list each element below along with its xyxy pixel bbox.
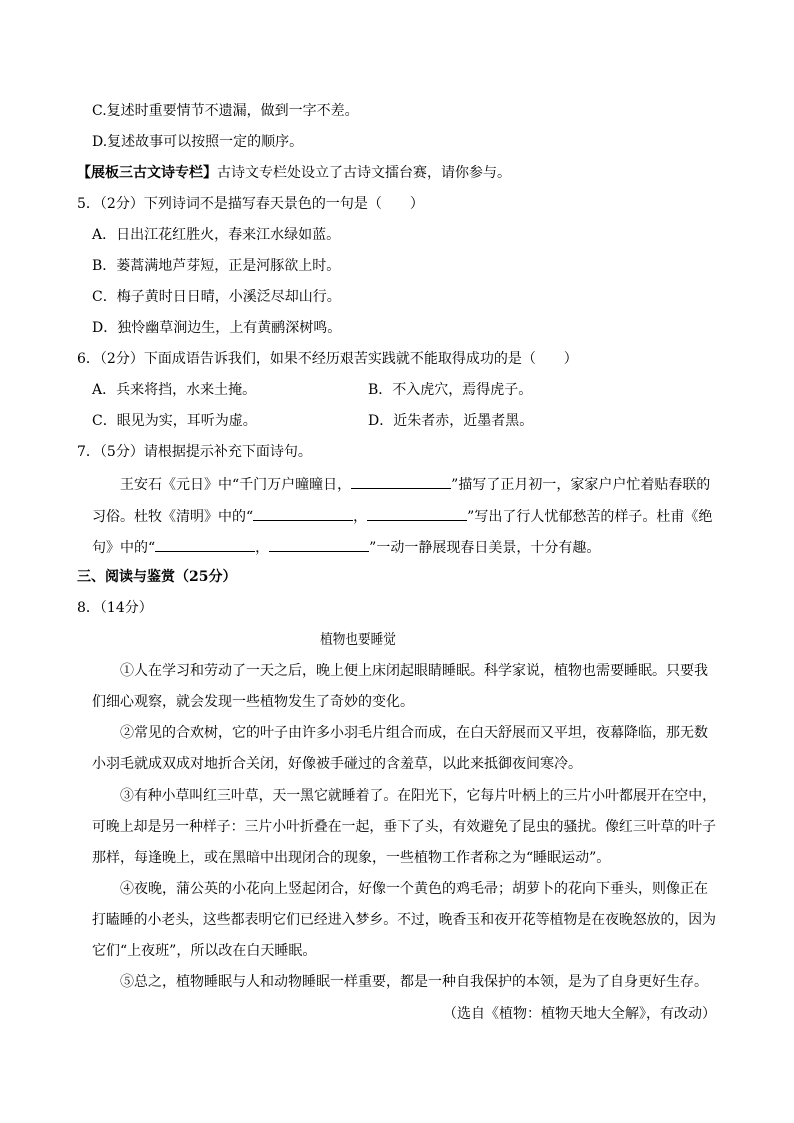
passage-title: 植物也要睡觉 (320, 632, 396, 648)
q5-option-b: B．蒌蒿满地芦芽短，正是河豚欲上时。 (92, 258, 341, 274)
section-intro-text: 古诗文专栏处设立了古诗文擂台赛，请你参与。 (217, 165, 511, 181)
fill-blank[interactable] (367, 505, 467, 521)
passage-p2-line: 小羽毛就成双成对地折合关闭，好像被手碰过的含羞草，以此来抵御夜间寒冷。 (92, 756, 582, 772)
passage-p1-line: ①人在学习和劳动了一天之后，晚上便上床闭起眼睛睡眠。科学家说，植物也需要睡眠。只要我 (120, 663, 708, 679)
passage-p4-line: 它们“上夜班”，所以改在白天睡眠。 (92, 943, 317, 959)
passage-p5-line: ⑤总之，植物睡眠与人和动物睡眠一样重要，都是一种自我保护的本领，是为了自身更好生存。 (120, 974, 708, 990)
section-intro (77, 163, 511, 183)
q7-line-1 (120, 473, 710, 495)
passage-p3-line: ③有种小草叫红三叶草，天一黑它就睡着了。在阳光下，它每片叶柄上的三片小叶都展开在空中， (120, 788, 716, 804)
section-3-heading: 三、阅读与鉴赏（25分） (77, 569, 237, 585)
q6-option-b: B．不入虎穴，焉得虎子。 (368, 382, 533, 398)
passage-p4-line: 打瞌睡的小老头，这些都表明它们已经进入梦乡。不过，晚香玉和夜开花等植物是在夜晚怒放的，因为 (92, 912, 716, 928)
passage-p1-line: 们细心观察，就会发现一些植物发生了奇妙的变化。 (92, 694, 414, 710)
passage-p2-line: ②常见的合欢树，它的叶子由许多小羽毛片组合而成，在白天舒展而又平坦，夜幕降临，那无数 (120, 725, 708, 741)
q6-stem: 6．（2分）下面成语告诉我们，如果不经历艰苦实践就不能取得成功的是（ ） (77, 351, 578, 367)
fill-blank[interactable] (269, 536, 369, 552)
q5-stem: 5．（2分）下列诗词不是描写春天景色的一句是（ ） (77, 196, 424, 212)
q5-option-c: C．梅子黄时日日晴，小溪泛尽却山行。 (92, 289, 341, 305)
section-intro-tag: 【展板三古文诗专栏】 (77, 165, 217, 181)
q7-line-2 (92, 505, 712, 527)
fill-blank[interactable] (253, 505, 353, 521)
q7-text: 句》中的“ (92, 540, 156, 556)
q7-text: ”描写了正月初一，家家户户忙着贴春联的 (451, 477, 711, 493)
option-c-prev: C.复述时重要情节不遗漏，做到一字不差。 (92, 103, 359, 119)
q7-text: ， (353, 509, 368, 525)
q7-text: 王安石《元日》中“千门万户曈曈日， (120, 477, 352, 493)
q6-option-c: C．眼见为实，耳听为虚。 (92, 413, 257, 429)
q6-option-d: D．近朱者赤，近墨者黑。 (368, 413, 534, 429)
q7-text: ”写出了行人忧郁愁苦的样子。杜甫《绝 (467, 509, 713, 525)
q5-option-a: A．日出江花红胜火，春来江水绿如蓝。 (92, 227, 341, 243)
q7-text: ， (255, 540, 270, 556)
q6-option-a: A．兵来将挡，水来土掩。 (92, 382, 257, 398)
fill-blank[interactable] (351, 473, 451, 489)
passage-p3-line: 那样，每逢晚上，或在黑暗中出现闭合的现象，一些植物工作者称之为“睡眠运动”。 (92, 850, 611, 866)
fill-blank[interactable] (155, 536, 255, 552)
q7-line-3 (92, 536, 600, 558)
passage-p4-line: ④夜晚，蒲公英的小花向上竖起闭合，好像一个黄色的鸡毛帚；胡萝卜的花向下垂头，则像正在 (120, 881, 708, 897)
q7-text: 习俗。杜牧《清明》中的“ (92, 509, 254, 525)
passage-source: （选自《植物：植物天地大全解》，有改动） (443, 1006, 716, 1022)
passage-p3-line: 可晚上却是另一种样子：三片小叶折叠在一起，垂下了头，有效避免了昆虫的骚扰。像红三叶草的叶子 (92, 819, 716, 835)
q7-stem: 7．（5分）请根据提示补充下面诗句。 (77, 444, 312, 460)
q8-stem: 8．（14分） (77, 600, 153, 616)
q7-text: ”一动一静展现春日美景，十分有趣。 (369, 540, 601, 556)
option-d-prev: D.复述故事可以按照一定的顺序。 (92, 134, 304, 150)
q5-option-d: D．独怜幽草涧边生，上有黄鹂深树鸣。 (92, 320, 342, 336)
